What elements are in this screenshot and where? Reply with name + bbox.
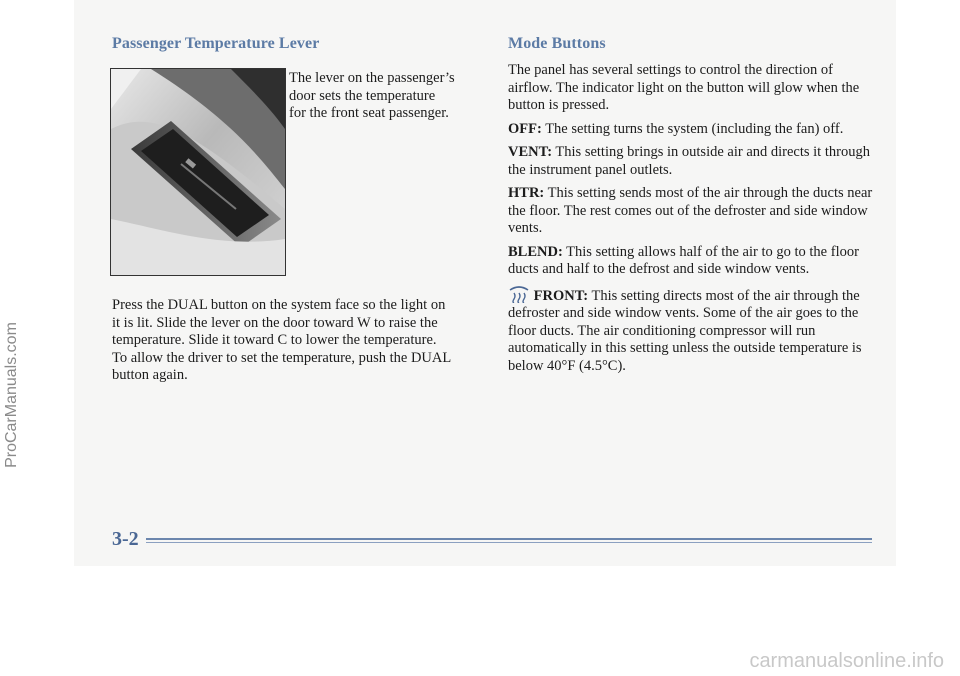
mode-term: HTR: [508, 185, 545, 201]
footer-rule-thin [146, 542, 872, 543]
mode-description: This setting directs most of the air through the defroster and side window vents. Some of the air goes to the floor ducts. The air conditioning compressor will run automatically in this setting unless the outside temperature is below 40°F (4.5°C). [508, 287, 862, 374]
mode-description: The setting turns the system (including the fan) off. [545, 120, 844, 137]
mode-item-htr [508, 185, 878, 238]
side-watermark [0, 0, 20, 676]
body-line: Press the DUAL button on the system face so the light on [112, 297, 446, 313]
footer-watermark: carmanualsonline.info [749, 650, 944, 672]
mode-item-off [508, 121, 878, 139]
mode-term: VENT: [508, 144, 553, 160]
door-lever-photo [110, 68, 286, 276]
right-section-heading: Mode Buttons [508, 35, 606, 52]
left-body-text [112, 297, 482, 385]
mode-term: BLEND: [508, 243, 563, 260]
caption-line: The lever on the passenger’s [289, 70, 455, 86]
footer-rule [146, 538, 872, 540]
mode-item-vent [508, 144, 878, 179]
caption-line: door sets the temperature [289, 87, 436, 104]
mode-intro: The panel has several settings to control the direction of airflow. The indicator light on the button will glow when the button is pressed. [508, 62, 860, 113]
body-line: button again. [112, 367, 188, 383]
mode-buttons-text [508, 62, 878, 381]
lever-caption [289, 70, 489, 123]
mode-term: OFF: [508, 120, 542, 137]
mode-term: FRONT: [533, 287, 589, 304]
door-lever-illustration [111, 69, 285, 275]
mode-description: This setting sends most of the air through the ducts near the floor. The rest comes out of the defroster and side window vents. [508, 185, 873, 236]
body-line: To allow the driver to set the temperature, push the DUAL [112, 349, 452, 366]
side-watermark-text: ProCarManuals.com [3, 322, 20, 468]
mode-item-front [508, 285, 878, 376]
mode-description: This setting allows half of the air to go to the floor ducts and half to the defrost and side window vents. [508, 243, 859, 277]
body-line: temperature. Slide it toward C to lower the temperature. [112, 332, 437, 348]
page-number: 3-2 [112, 528, 139, 550]
caption-line: for the front seat passenger. [289, 105, 449, 121]
defrost-icon [508, 285, 530, 303]
mode-item-blend [508, 244, 878, 279]
left-section-heading: Passenger Temperature Lever [112, 35, 320, 52]
body-line: it is lit. Slide the lever on the door toward W to raise the [112, 314, 438, 331]
mode-description: This setting brings in outside air and directs it through the instrument panel outlets. [508, 144, 870, 178]
